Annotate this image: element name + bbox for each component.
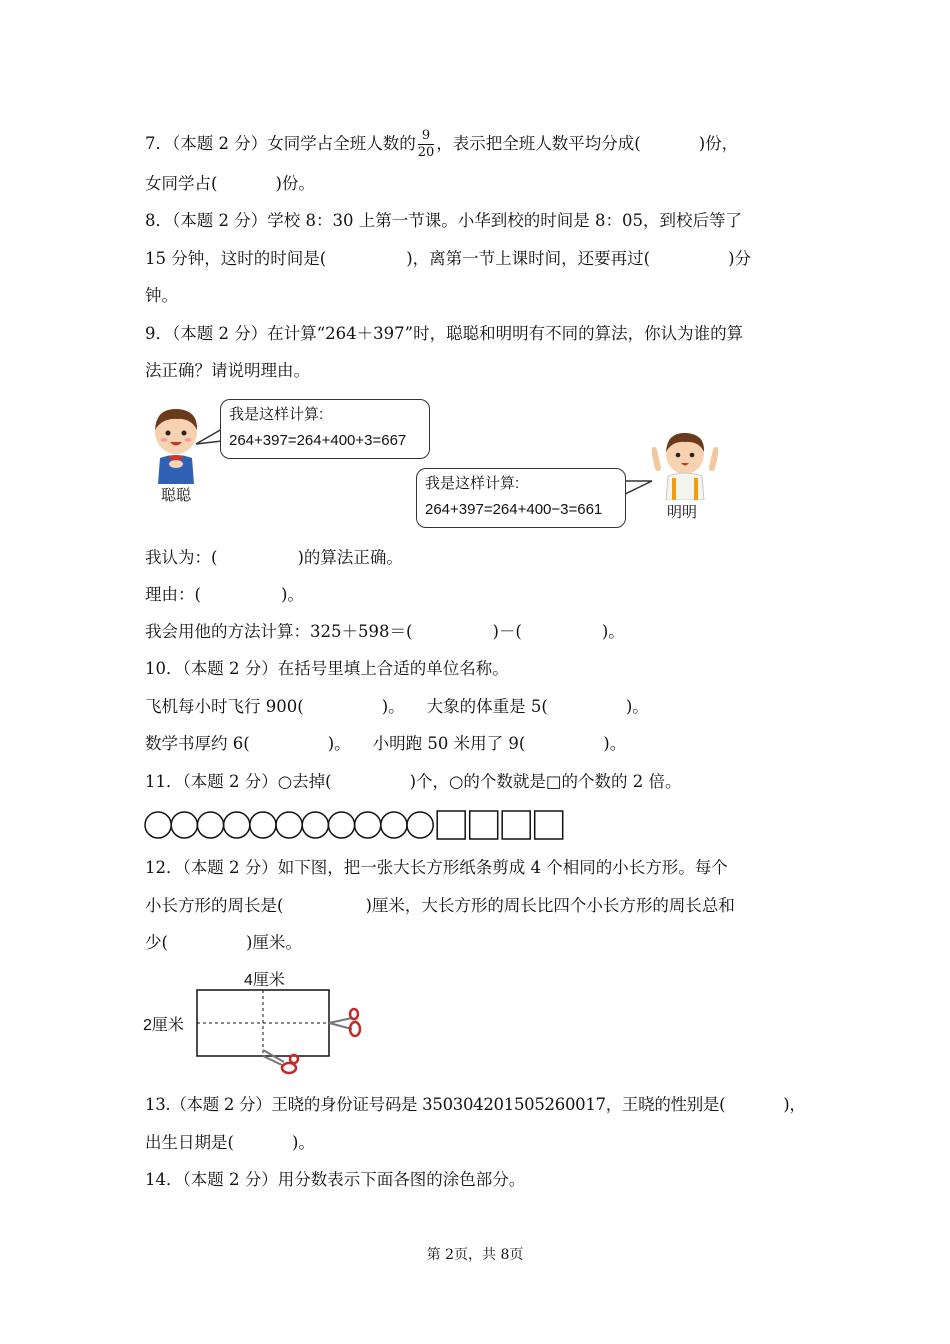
q9-line2: 法正确？请说明理由。 — [145, 361, 310, 380]
circle-shape — [224, 812, 250, 838]
boy-congcong-name: 聪聪 — [161, 487, 192, 504]
q8-text-a: 15 分钟，这时的时间是( — [145, 249, 327, 268]
q8-line1: 8．（本题 2 分）学校 8：30 上第一节课。小华到校的时间是 8：05，到校后等了 — [145, 211, 742, 230]
bubble1-title: 我是这样计算: — [229, 406, 324, 423]
q12-top-label: 4厘米 — [244, 972, 285, 989]
q7-text-d: 女同学占( — [145, 174, 218, 193]
q7-frac-num: 9 — [418, 128, 435, 145]
square-shape — [535, 811, 563, 839]
circle-shape — [407, 812, 433, 838]
square-shape — [470, 811, 498, 839]
q7-line1 — [145, 128, 738, 161]
circle-shape — [381, 812, 407, 838]
q7-line2 — [145, 173, 315, 195]
q12-line1: 12．（本题 2 分）如下图，把一张大长方形纸条剪成 4 个相同的小长方形。每个 — [145, 858, 728, 877]
q10-c1: 数学书厚约 6( — [145, 734, 250, 753]
circle-shape — [145, 812, 171, 838]
q11-text-b: )个，○的个数就是□的个数的 2 倍。 — [409, 772, 682, 791]
q11-shapes-figure — [142, 808, 566, 842]
scissors-icon-right — [329, 1009, 360, 1036]
q9-ans1-a: 我认为：( — [145, 548, 218, 567]
circle-shape — [250, 812, 276, 838]
q12-text-b: )厘米，大长方形的周长比四个小长方形的周长总和 — [365, 896, 735, 915]
bubble2-calc: 264+397=264+400−3=661 — [425, 501, 603, 518]
circle-shape — [355, 812, 381, 838]
q12-text-d: )厘米。 — [245, 933, 302, 952]
q11-text-a: 11．（本题 2 分）○去掉( — [145, 772, 332, 791]
circle-shape — [171, 812, 197, 838]
bubble1-calc: 264+397=264+400+3=667 — [229, 432, 407, 449]
q13-line1 — [145, 1094, 806, 1116]
q7-text-b: ，表示把全班人数平均分成( — [436, 134, 641, 153]
q14-line1: 14．（本题 2 分）用分数表示下面各图的涂色部分。 — [145, 1170, 526, 1189]
q13-text-a: 13.（本题 2 分）王晓的身份证号码是 350304201505260017，王晓的性别是( — [145, 1095, 726, 1114]
q11-line1 — [145, 771, 682, 793]
q10-line3 — [145, 733, 626, 755]
speech-bubble-congcong — [220, 399, 430, 459]
q10-d2: )。 — [603, 734, 627, 753]
q9-ans3-b: )－( — [492, 622, 522, 641]
q9-ans3-c: )。 — [601, 622, 625, 641]
circle-shape — [302, 812, 328, 838]
circle-shape — [328, 812, 354, 838]
q9-ans2-b: )。 — [280, 585, 304, 604]
q10-c2: )。 — [327, 734, 351, 753]
page-footer: 第 2页，共 8页 — [426, 1247, 524, 1263]
q10-line1: 10．（本题 2 分）在括号里填上合适的单位名称。 — [145, 659, 509, 678]
q9-answer2 — [145, 584, 304, 606]
q9-ans2-a: 理由：( — [145, 585, 201, 604]
bubble2-title: 我是这样计算: — [425, 475, 520, 492]
q10-a1: 飞机每小时飞行 900( — [145, 697, 304, 716]
q9-answer3 — [145, 621, 625, 643]
q10-b2: )。 — [625, 697, 649, 716]
q12-text-c: 少( — [145, 933, 168, 952]
circle-shape — [197, 812, 223, 838]
q9-answer1 — [145, 547, 403, 569]
q13-line2 — [145, 1132, 315, 1154]
q10-line2 — [145, 696, 649, 718]
circle-shape — [276, 812, 302, 838]
q8-line3: 钟。 — [145, 286, 178, 305]
q12-text-a: 小长方形的周长是( — [145, 896, 284, 915]
q12-rectangle-figure — [190, 984, 370, 1080]
q8-text-b: )，离第一节上课时间，还要再过( — [406, 249, 651, 268]
square-shape — [437, 811, 465, 839]
q10-d1: 小明跑 50 米用了 9( — [372, 734, 526, 753]
q13-text-b: )， — [783, 1095, 806, 1114]
q7-text-e: )份。 — [275, 174, 315, 193]
scissors-icon-bottom — [263, 1050, 298, 1073]
q9-ans3-a: 我会用他的方法计算：325＋598＝( — [145, 622, 413, 641]
q8-line2 — [145, 248, 751, 270]
q12-side-label: 2厘米 — [143, 1017, 184, 1034]
q9-line1: 9．（本题 2 分）在计算“264＋397”时，聪聪和明明有不同的算法，你认为谁的算 — [145, 324, 744, 343]
q12-line3 — [145, 932, 302, 954]
q7-text-a: 7．（本题 2 分）女同学占全班人数的 — [145, 134, 416, 153]
q9-ans1-b: )的算法正确。 — [297, 548, 403, 567]
q10-a2: )。 — [381, 697, 405, 716]
q8-text-c: )分 — [728, 249, 751, 268]
q7-fraction — [418, 128, 435, 161]
boy-mingming-name: 明明 — [667, 504, 698, 521]
q12-line2 — [145, 895, 735, 917]
q13-text-c: 出生日期是( — [145, 1133, 234, 1152]
q10-b1: 大象的体重是 5( — [426, 697, 548, 716]
square-shape — [502, 811, 530, 839]
q7-text-c: )份， — [698, 134, 739, 153]
q7-frac-den: 20 — [417, 145, 435, 160]
speech-bubble-mingming — [416, 468, 626, 528]
boy-mingming-illustration — [652, 428, 718, 500]
q13-text-d: )。 — [291, 1133, 315, 1152]
